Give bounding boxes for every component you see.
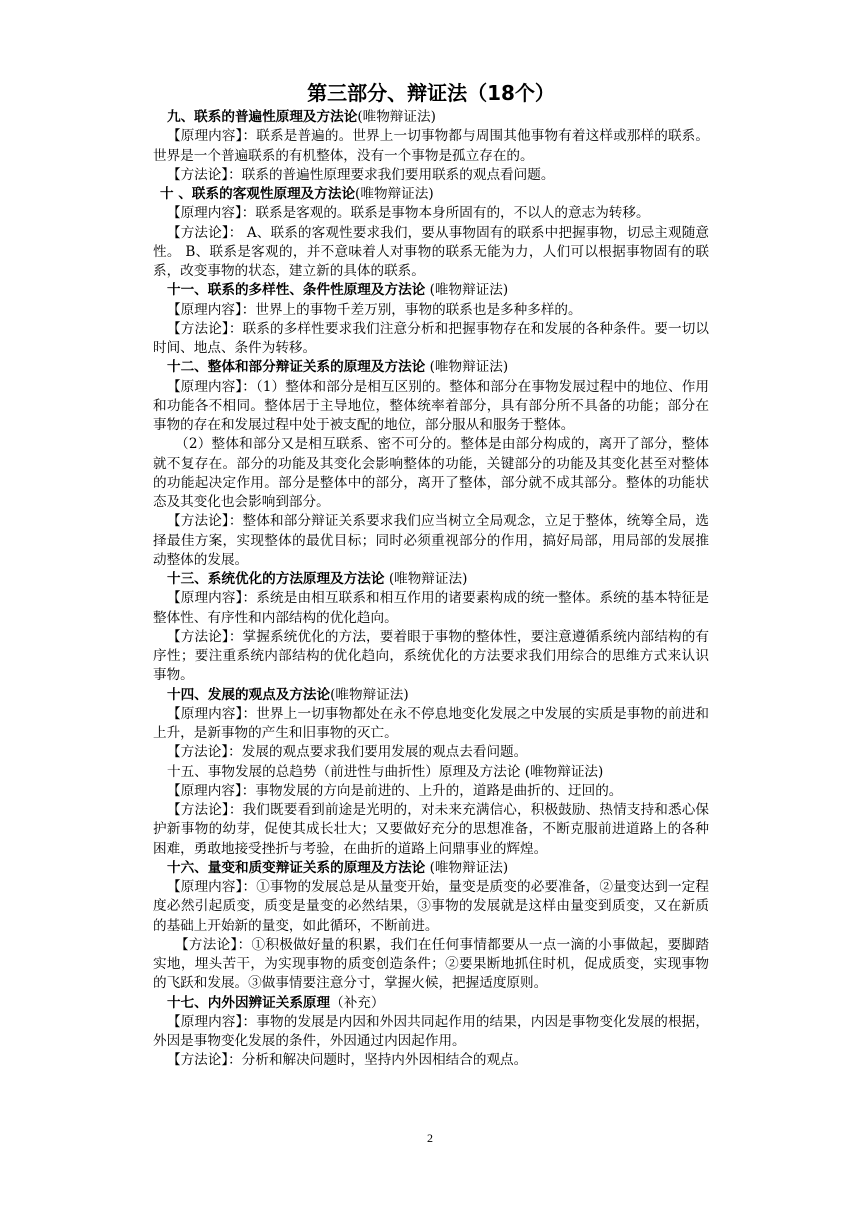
- principle-paragraph: 【原理内容】：事物发展的方向是前进的、上升的，道路是曲折的、迂回的。: [167, 782, 623, 799]
- principle-paragraph: 【原理内容】：世界上一切事物都处在永不停息地变化发展之中发展的实质是事物的前进和上升，是新事物的产生和旧事物的灭亡。: [153, 705, 710, 741]
- section-heading: 十一、联系的多样性、条件性原理及方法论 (唯物辩证法): [167, 282, 509, 299]
- principle-paragraph: 【原理内容】：系统是由相互联系和相互作用的诸要素构成的统一整体。系统的基本特征是整体性、有序性和内部结构的优化趋向。: [153, 590, 710, 626]
- method-paragraph: 【方法论】： A、联系的客观性要求我们，要从事物固有的联系中把握事物，切忌主观随意性。 B、联系是客观的，并不意味着人对事物的联系无能为力，人们可以根据事物固有的联系，改变事物的状态，建立新的具体的联系。: [153, 224, 709, 279]
- section-heading: 十 、联系的客观性原理及方法论(唯物辩证法): [160, 186, 434, 202]
- principle-paragraph: 【原理内容】：事物的发展是内因和外因共同起作用的结果，内因是事物变化发展的根据，外因是事物变化发展的条件，外因通过内因起作用。: [153, 1013, 710, 1049]
- principle-paragraph: 【原理内容】：①事物的发展总是从量变开始，量变是质变的必要准备，②量变达到一定程度必然引起质变，质变是量变的必然结果，③事物的发展就是这样由量变到质变，又在新质的基础上开始新的量变，如此循环，不断前进。: [153, 879, 710, 934]
- section-heading: 九、联系的普遍性原理及方法论(唯物辩证法): [167, 109, 436, 125]
- section-heading: 十四、发展的观点及方法论(唯物辩证法): [167, 686, 409, 703]
- document-page: [153, 78, 709, 1071]
- method-paragraph: 【方法论】：分析和解决问题时，坚持内外因相结合的观点。: [167, 1052, 528, 1069]
- method-paragraph: 【方法论】：联系的普遍性原理要求我们要用联系的观点看问题。: [167, 166, 555, 183]
- page-title: 第三部分、辩证法（18个）: [307, 81, 555, 105]
- method-paragraph: 【方法论】：①积极做好量的积累，我们在任何事情都要从一点一滴的小事做起，要脚踏实地，埋头苦干，为实现事物的质变创造条件；②要果断地抓住时机，促成质变，实现事物的飞跃和发展。③做事情要注意分寸，掌握火候，把握适度原则。: [153, 936, 710, 992]
- principle-paragraph: 【原理内容】：联系是客观的。联系是事物本身所固有的，不以人的意志为转移。: [167, 205, 650, 222]
- principle-paragraph: 【原理内容】：联系是普遍的。世界上一切事物都与周围其他事物有着这样或那样的联系。世界是一个普遍联系的有机整体，没有一个事物是孤立存在的。: [153, 128, 710, 164]
- section-heading: 十五、事物发展的总趋势（前进性与曲折性）原理及方法论 (唯物辩证法): [167, 763, 604, 780]
- principle-paragraph-2: （2）整体和部分又是相互联系、密不可分的。整体是由部分构成的，离开了部分，整体就不复存在。部分的功能及其变化会影响整体的功能，关键部分的功能及其变化甚至对整体的功能起决定作用。部分是整体中的部分，离开了整体，部分就不成其部分。整体的功能状态及其变化也会影响到部分。: [153, 436, 709, 510]
- page-number: 2: [427, 1131, 433, 1145]
- method-paragraph: 【方法论】：我们既要看到前途是光明的，对未来充满信心，积极鼓励、热情支持和悉心保护新事物的幼芽，促使其成长壮大；又要做好充分的思想准备，不断克服前进道路上的各种困难，勇敢地接受挫折与考验，在曲折的道路上问鼎事业的辉煌。: [153, 802, 710, 857]
- method-paragraph: 【方法论】：整体和部分辩证关系要求我们应当树立全局观念，立足于整体，统筹全局，选择最佳方案，实现整体的最优目标；同时必须重视部分的作用，搞好局部，用局部的发展推动整体的发展。: [153, 513, 710, 568]
- principle-paragraph: 【原理内容】：（1）整体和部分是相互区别的。整体和部分在事物发展过程中的地位、作用和功能各不相同。整体居于主导地位，整体统率着部分，具有部分所不具备的功能；部分在事物的存在和发展过程中处于被支配的地位，部分服从和服务于整体。: [153, 378, 709, 433]
- section-heading: 十六、量变和质变辩证关系的原理及方法论 (唯物辩证法): [167, 859, 509, 876]
- method-paragraph: 【方法论】：发展的观点要求我们要用发展的观点去看问题。: [167, 744, 528, 761]
- principle-paragraph: 【原理内容】：世界上的事物千差万别，事物的联系也是多种多样的。: [167, 301, 582, 318]
- section-heading: 十二、整体和部分辩证关系的原理及方法论 (唯物辩证法): [167, 359, 509, 376]
- method-paragraph: 【方法论】：掌握系统优化的方法，要着眼于事物的整体性，要注意遵循系统内部结构的有序性；要注重系统内部结构的优化趋向，系统优化的方法要求我们用综合的思维方式来认识事物。: [153, 628, 710, 684]
- section-heading: 十七、内外因辨证关系原理（补充）: [167, 994, 385, 1011]
- method-paragraph: 【方法论】：联系的多样性要求我们注意分析和把握事物存在和发展的各种条件。要一切以时间、地点、条件为转移。: [153, 320, 710, 356]
- section-heading: 十三、系统优化的方法原理及方法论 (唯物辩证法): [167, 571, 468, 587]
